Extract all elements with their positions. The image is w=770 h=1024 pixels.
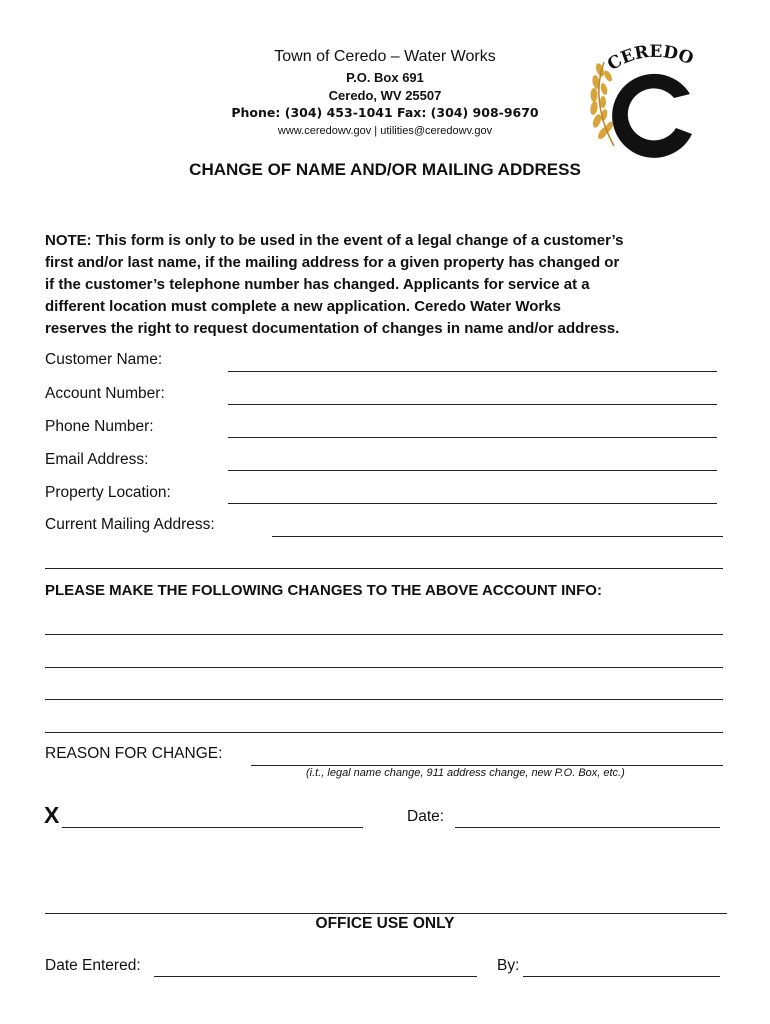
notice-line: first and/or last name, if the mailing address for a given property has changed or [45,254,620,271]
property-location-label: Property Location: [45,484,171,501]
account-number-field[interactable] [228,404,717,405]
date-entered-label: Date Entered: [45,957,141,974]
current-mailing-address-label: Current Mailing Address: [45,516,215,533]
office-use-heading: OFFICE USE ONLY [315,915,455,932]
reason-field[interactable] [251,765,723,766]
email-address-field[interactable] [228,470,717,471]
form-title: CHANGE OF NAME AND/OR MAILING ADDRESS [189,160,581,179]
reason-examples: (i.t., legal name change, 911 address change, new P.O. Box, etc.) [306,767,625,779]
changes-line[interactable] [45,634,723,635]
email-address-label: Email Address: [45,451,149,468]
current-mailing-address-field[interactable] [272,536,723,537]
wheat-icon [589,62,614,146]
account-number-label: Account Number: [45,385,165,402]
changes-heading: PLEASE MAKE THE FOLLOWING CHANGES TO THE ABOVE ACCOUNT INFO: [45,582,602,599]
phone-number-field[interactable] [228,437,717,438]
ceredo-logo [588,42,710,160]
by-field[interactable] [523,976,720,977]
date-field[interactable] [455,827,720,828]
reason-label: REASON FOR CHANGE: [45,745,223,762]
notice-line: different location must complete a new application. Ceredo Water Works [45,298,561,315]
changes-line[interactable] [45,732,723,733]
city-line: Ceredo, WV 25507 [328,88,442,103]
by-label: By: [497,957,520,974]
notice-paragraph [45,230,735,340]
notice-line: reserves the right to request documentation of changes in name and/or address. [45,320,620,337]
customer-name-field[interactable] [228,371,717,372]
property-location-field[interactable] [228,503,717,504]
customer-name-label: Customer Name: [45,351,163,368]
notice-line: if the customer’s telephone number has changed. Applicants for service at a [45,276,590,293]
org-name: Town of Ceredo – Water Works [274,48,496,65]
signature-x-mark: X [44,802,60,828]
signature-field[interactable] [62,827,363,828]
changes-line[interactable] [45,667,723,668]
date-entered-field[interactable] [154,976,477,977]
po-box: P.O. Box 691 [346,70,424,85]
phone-number-label: Phone Number: [45,418,154,435]
notice-line: NOTE: This form is only to be used in the event of a legal change of a customer’s [45,232,624,249]
changes-line[interactable] [45,699,723,700]
web-email: www.ceredowv.gov | utilities@ceredowv.gov [277,125,493,137]
office-divider [45,913,727,914]
phone-fax: Phone: (304) 453-1041 Fax: (304) 908-9670 [231,105,539,120]
current-mailing-address-field-line2[interactable] [45,568,723,569]
date-label: Date: [407,808,445,825]
svg-text:CEREDO: CEREDO [604,42,696,75]
